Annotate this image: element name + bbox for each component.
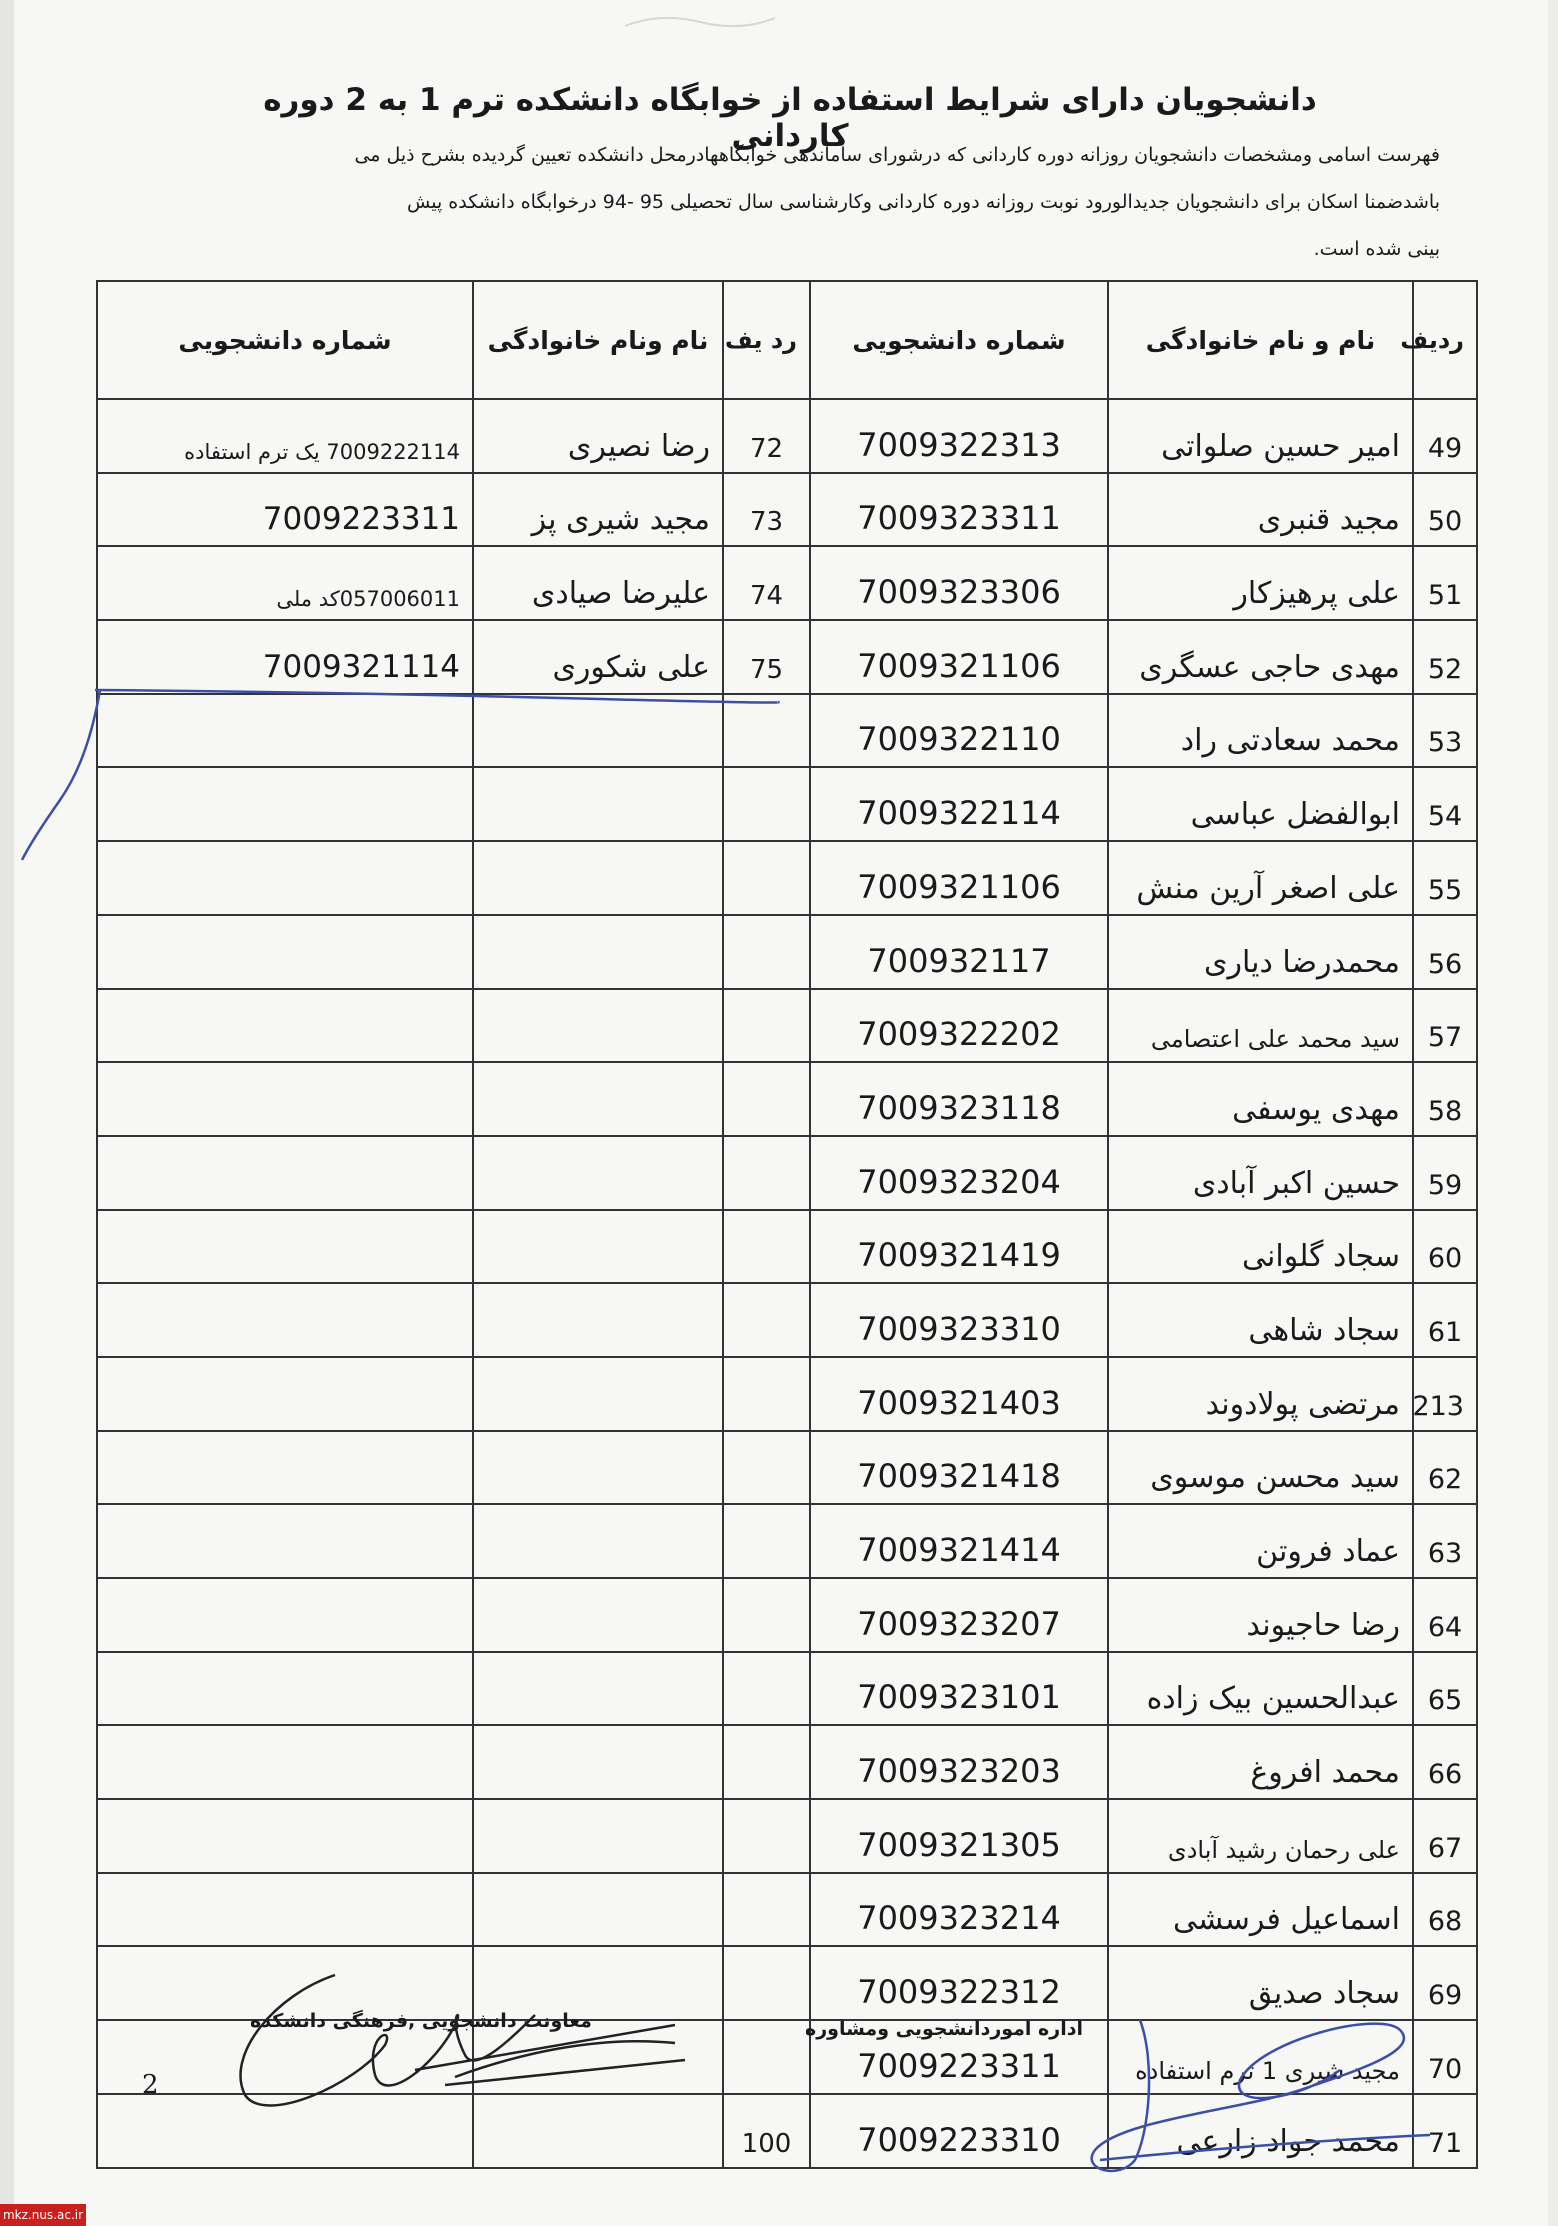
row-index: 71 xyxy=(1413,2094,1477,2168)
row-index: 49 xyxy=(1413,399,1477,473)
row-index: 62 xyxy=(1413,1431,1477,1505)
student-name: مرتضی پولادوند xyxy=(1108,1357,1413,1431)
row-index: 70 xyxy=(1413,2020,1477,2094)
student-number: 7009323118 xyxy=(810,1062,1108,1136)
student-name: عبدالحسین بیک زاده xyxy=(1108,1652,1413,1726)
student-number: 7009323214 xyxy=(810,1873,1108,1947)
student-number: 7009321418 xyxy=(810,1431,1108,1505)
row-index: 213 xyxy=(1413,1357,1477,1431)
student-name: علی رحمان رشید آبادی xyxy=(1108,1799,1413,1873)
student-name: سید محسن موسوی xyxy=(1108,1431,1413,1505)
header-student-no-2: شماره دانشجویی xyxy=(97,281,473,399)
student-name-2: علی شکوری xyxy=(473,620,723,694)
row-index: 63 xyxy=(1413,1504,1477,1578)
row-index-2: 75 xyxy=(723,620,810,694)
student-name: مجید شیری 1 ترم استفاده xyxy=(1108,2020,1413,2094)
student-number: 700932117 xyxy=(810,915,1108,989)
student-name: سجاد صدیق xyxy=(1108,1946,1413,2020)
row-index: 52 xyxy=(1413,620,1477,694)
student-number: 7009321419 xyxy=(810,1210,1108,1284)
row-index: 54 xyxy=(1413,767,1477,841)
student-number: 7009322110 xyxy=(810,694,1108,768)
page-number: 2 xyxy=(142,2070,159,2100)
row-index-2: 73 xyxy=(723,473,810,547)
student-name: محمد سعادتی راد xyxy=(1108,694,1413,768)
left-signature xyxy=(215,1965,685,2125)
row-index: 68 xyxy=(1413,1873,1477,1947)
student-number: 7009223311 xyxy=(810,2020,1108,2094)
student-name: محمد افروغ xyxy=(1108,1725,1413,1799)
right-signatory: اداره اموردانشجویی ومشاوره xyxy=(805,2018,1083,2040)
student-number: 7009323310 xyxy=(810,1283,1108,1357)
row-index-2: 100 xyxy=(723,2094,810,2168)
row-index: 50 xyxy=(1413,473,1477,547)
student-name: علی اصغر آرین منش xyxy=(1108,841,1413,915)
right-signature xyxy=(1040,2010,1440,2180)
student-number-2: 7009223311 xyxy=(97,473,473,547)
student-name: سجاد گلوانی xyxy=(1108,1210,1413,1284)
student-number: 7009321106 xyxy=(810,841,1108,915)
student-number: 7009323207 xyxy=(810,1578,1108,1652)
row-index: 55 xyxy=(1413,841,1477,915)
student-name-2: مجید شیری پز xyxy=(473,473,723,547)
student-name: اسماعیل فرسشی xyxy=(1108,1873,1413,1947)
student-number: 7009323203 xyxy=(810,1725,1108,1799)
row-index: 51 xyxy=(1413,546,1477,620)
row-index: 56 xyxy=(1413,915,1477,989)
student-number: 7009323306 xyxy=(810,546,1108,620)
row-index: 67 xyxy=(1413,1799,1477,1873)
row-index: 58 xyxy=(1413,1062,1477,1136)
student-name-2: علیرضا صیادی xyxy=(473,546,723,620)
header-name: نام و نام خانوادگی xyxy=(1108,281,1413,399)
row-index: 65 xyxy=(1413,1652,1477,1726)
row-index: 66 xyxy=(1413,1725,1477,1799)
row-index: 53 xyxy=(1413,694,1477,768)
student-name: سید محمد علی اعتصامی xyxy=(1108,989,1413,1063)
student-number: 7009322114 xyxy=(810,767,1108,841)
student-number: 7009321414 xyxy=(810,1504,1108,1578)
student-number: 7009323101 xyxy=(810,1652,1108,1726)
student-name: عماد فروتن xyxy=(1108,1504,1413,1578)
header-row-index-2: رد یف xyxy=(723,281,810,399)
row-index-2: 74 xyxy=(723,546,810,620)
student-number: 7009223310 xyxy=(810,2094,1108,2168)
student-number: 7009321305 xyxy=(810,1799,1108,1873)
header-student-no: شماره دانشجویی xyxy=(810,281,1108,399)
student-number: 7009323204 xyxy=(810,1136,1108,1210)
header-row-index: ردیف xyxy=(1413,281,1477,399)
student-number-2: 057006011کد ملی xyxy=(97,546,473,620)
intro-line-1: فهرست اسامی ومشخصات دانشجویان روزانه دوره کاردانی که درشورای ساماندهی خوابگاههادرمحل دانشکده تعیین گردیده بشرح ذیل می xyxy=(354,144,1440,166)
student-name: رضا حاجیوند xyxy=(1108,1578,1413,1652)
student-number-2: 7009222114 یک ترم استفاده xyxy=(97,399,473,473)
student-name: مهدی حاجی عسگری xyxy=(1108,620,1413,694)
intro-line-2: باشدضمنا اسکان برای دانشجویان جدیدالورود نوبت روزانه دوره کاردانی وکارشناسی سال تحصیلی 95 -94 درخوابگاه دانشکده پیش xyxy=(406,191,1440,213)
student-name: امیر حسین صلواتی xyxy=(1108,399,1413,473)
student-number: 7009323311 xyxy=(810,473,1108,547)
left-signatory: معاونت دانشجویی ,فرهنگی دانشکده xyxy=(250,2010,592,2032)
row-index-2: 72 xyxy=(723,399,810,473)
student-name: مجید قنبری xyxy=(1108,473,1413,547)
student-name: مهدی یوسفی xyxy=(1108,1062,1413,1136)
student-number: 7009321106 xyxy=(810,620,1108,694)
student-name-2: رضا نصیری xyxy=(473,399,723,473)
intro-line-3: بینی شده است. xyxy=(1313,238,1440,260)
student-number-2: 7009321114 xyxy=(97,620,473,694)
student-name: حسین اکبر آبادی xyxy=(1108,1136,1413,1210)
document-title: دانشجویان دارای شرایط استفاده از خوابگاه دانشکده ترم 1 به 2 دوره کاردانی xyxy=(263,82,1317,154)
student-number: 7009322312 xyxy=(810,1946,1108,2020)
student-number: 7009321403 xyxy=(810,1357,1108,1431)
student-number: 7009322202 xyxy=(810,989,1108,1063)
row-index: 61 xyxy=(1413,1283,1477,1357)
student-name: علی پرهیزکار xyxy=(1108,546,1413,620)
student-name: سجاد شاهی xyxy=(1108,1283,1413,1357)
student-name: ابوالفضل عباسی xyxy=(1108,767,1413,841)
watermark-tag: mkz.nus.ac.ir xyxy=(0,2204,86,2226)
row-index: 69 xyxy=(1413,1946,1477,2020)
student-name: محمدرضا دیاری xyxy=(1108,915,1413,989)
header-name-2: نام ونام خانوادگی xyxy=(473,281,723,399)
student-number: 7009322313 xyxy=(810,399,1108,473)
row-index: 60 xyxy=(1413,1210,1477,1284)
row-index: 64 xyxy=(1413,1578,1477,1652)
student-name: محمد جواد زارعی xyxy=(1108,2094,1413,2168)
row-index: 57 xyxy=(1413,989,1477,1063)
row-index: 59 xyxy=(1413,1136,1477,1210)
